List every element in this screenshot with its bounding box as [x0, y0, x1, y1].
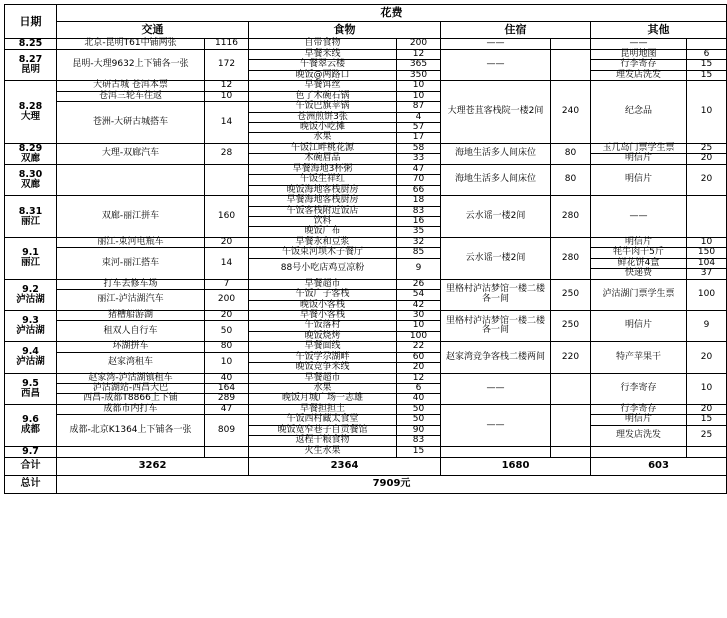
food-value: 50 [397, 415, 441, 425]
food-value: 35 [397, 227, 441, 237]
date-place: 双廊 [20, 152, 40, 164]
food-label: 早餐饵丝 [249, 81, 397, 91]
lodging-value: 80 [551, 164, 591, 195]
transport-label: 大理-双廊汽车 [57, 143, 205, 164]
other-value: 10 [687, 81, 727, 144]
food-label: 早餐永和豆浆 [249, 237, 397, 247]
transport-value: 172 [205, 49, 249, 80]
totals [5, 457, 727, 493]
transport-label [57, 164, 205, 195]
date-main: 8.27 [18, 54, 43, 66]
other-label: 特产苹果干 [591, 342, 687, 373]
date-cell [5, 342, 57, 373]
food-label: 晚饭竞争米线 [249, 363, 397, 373]
other-total: 603 [591, 457, 727, 475]
food-label: 晚饭烧烤 [249, 331, 397, 341]
transport-label: 打车去修车场 [57, 279, 205, 289]
food-value: 87 [397, 102, 441, 112]
food-value: 9 [397, 258, 441, 279]
table-row [5, 81, 727, 91]
food-value: 10 [397, 91, 441, 101]
other-label: 鲜花饼4盒 [591, 258, 687, 268]
food-value: 18 [397, 196, 441, 206]
date-cell [5, 49, 57, 80]
lodging-value: 280 [551, 237, 591, 279]
transport-label: 束河-丽江搭车 [57, 248, 205, 279]
food-label: 早餐米线 [249, 49, 397, 59]
table-row [5, 164, 727, 174]
transport-label: 双廊-丽江拼车 [57, 196, 205, 238]
food-value: 4 [397, 112, 441, 122]
date-place: 丽江 [20, 257, 40, 269]
other-value: 25 [687, 143, 727, 153]
sheet-title: 花费 [57, 5, 727, 22]
food-value: 83 [397, 206, 441, 216]
other-label: 昆明地图 [591, 49, 687, 59]
transport-value: 200 [205, 290, 249, 311]
lodging-label: 里格村泸沽梦馆一楼二楼各一间 [441, 310, 551, 341]
header-date: 日期 [5, 5, 57, 39]
other-label: 明信片 [591, 237, 687, 247]
grand-total-label: 总计 [5, 475, 57, 493]
food-value: 6 [397, 384, 441, 394]
date-main: 9.3 [22, 315, 39, 327]
date-place: 泸沽湖 [16, 293, 45, 305]
food-value: 15 [397, 446, 441, 457]
other-label: 理发店洗发 [591, 425, 687, 446]
date-main: 8.31 [18, 205, 43, 217]
date-cell [5, 404, 57, 446]
date-main: 8.28 [18, 101, 43, 113]
transport-value: 80 [205, 342, 249, 352]
food-value: 60 [397, 352, 441, 362]
header-row [5, 22, 727, 39]
other-value: 20 [687, 164, 727, 195]
date-place: 丽江 [20, 215, 40, 227]
transport-label [57, 446, 205, 457]
other-value: 104 [687, 258, 727, 268]
lodging-label: —— [441, 373, 551, 404]
transport-value: 20 [205, 310, 249, 320]
other-value: 20 [687, 404, 727, 414]
other-label: 明信片 [591, 415, 687, 425]
food-label: 88号小吃店鸡豆凉粉 [249, 258, 397, 279]
food-total: 2364 [249, 457, 441, 475]
food-label: 返程干粮食物 [249, 436, 397, 446]
table-row [5, 404, 727, 414]
transport-label: 苍洲-大研古城搭车 [57, 102, 205, 144]
food-label: 火生水果 [249, 446, 397, 457]
lodging-value: 250 [551, 279, 591, 310]
food-value: 30 [397, 310, 441, 320]
food-label: 早餐面线 [249, 342, 397, 352]
transport-label: 西昌-成都T8866上下铺 [57, 394, 205, 404]
food-label: 水果 [249, 133, 397, 143]
date-place: 昆明 [20, 64, 40, 76]
date-cell [5, 143, 57, 164]
lodging-label: 赵家湾竞争客栈二楼两间 [441, 342, 551, 373]
transport-value: 20 [205, 237, 249, 247]
food-value: 200 [397, 39, 441, 50]
date-main: 8.29 [18, 142, 43, 154]
table-row [5, 310, 727, 320]
header-other: 其他 [591, 22, 727, 39]
transport-label: 丽江-束河电瓶车 [57, 237, 205, 247]
other-label: 纪念品 [591, 81, 687, 144]
transport-label: 成都市内打车 [57, 404, 205, 414]
other-label: 行李寄存 [591, 60, 687, 70]
lodging-value [551, 49, 591, 80]
transport-label: 赵家湾租车 [57, 352, 205, 373]
table-row [5, 446, 727, 457]
food-value: 17 [397, 133, 441, 143]
date-place: 西昌 [20, 387, 40, 399]
lodging-label: 云水谣一楼2间 [441, 237, 551, 279]
date-cell [5, 310, 57, 341]
food-label: 晚饭广布 [249, 227, 397, 237]
food-value: 54 [397, 290, 441, 300]
food-value: 12 [397, 49, 441, 59]
food-label: 午饭巴旗苹锅 [249, 102, 397, 112]
transport-label: 北京-昆明T61中铺两张 [57, 39, 205, 50]
other-value: 15 [687, 70, 727, 80]
table-row [5, 248, 727, 258]
transport-label: 泸沽湖站-西昌大巴 [57, 384, 205, 394]
food-value: 33 [397, 154, 441, 164]
date-main: 9.5 [22, 377, 39, 389]
date-place: 泸沽湖 [16, 325, 45, 337]
food-label: 晚饭@两路口 [249, 70, 397, 80]
food-value: 47 [397, 164, 441, 174]
food-label: 晚饭月城广场一志雄 [249, 394, 397, 404]
transport-label: 赵家湾-泸沽湖镇租车 [57, 373, 205, 383]
date-place: 成都 [20, 424, 40, 436]
food-label: 晚饭小客栈 [249, 300, 397, 310]
transport-value: 10 [205, 91, 249, 101]
food-value: 26 [397, 279, 441, 289]
transport-label: 昆明-大理9632上下铺各一张 [57, 49, 205, 80]
food-value: 16 [397, 217, 441, 227]
sheet-title-row [5, 5, 727, 22]
food-label: 早餐担担土 [249, 404, 397, 414]
other-value: 37 [687, 269, 727, 279]
food-label: 色了木碗石锅 [249, 91, 397, 101]
transport-value [205, 446, 249, 457]
date-cell [5, 237, 57, 279]
date-cell [5, 373, 57, 404]
lodging-value: 250 [551, 310, 591, 341]
other-label: 行李寄存 [591, 404, 687, 414]
food-value: 58 [397, 143, 441, 153]
table-row [5, 415, 727, 425]
table-row [5, 49, 727, 59]
other-value [687, 446, 727, 457]
other-value: 15 [687, 415, 727, 425]
lodging-label: 云水谣一楼2间 [441, 196, 551, 238]
other-value [687, 39, 727, 50]
food-label: 午饭江畔桃花源 [249, 143, 397, 153]
transport-value: 160 [205, 196, 249, 238]
food-label: 午饭西村藏太食堂 [249, 415, 397, 425]
other-value: 100 [687, 279, 727, 310]
table-row [5, 39, 727, 50]
transport-value: 12 [205, 81, 249, 91]
food-label: 午饭束河坝木子餐厅 [249, 248, 397, 258]
food-label: 早餐超市 [249, 373, 397, 383]
date-place: 泸沽湖 [16, 356, 45, 368]
other-label: 理发店洗发 [591, 70, 687, 80]
other-label: 牦牛肉干5斤 [591, 248, 687, 258]
food-label: 自带食物 [249, 39, 397, 50]
food-label: 午饭客栈附近饭店 [249, 206, 397, 216]
date-main: 8.25 [18, 38, 43, 49]
lodging-label: —— [441, 404, 551, 446]
food-value: 20 [397, 363, 441, 373]
food-value: 66 [397, 185, 441, 195]
transport-value: 14 [205, 102, 249, 144]
lodging-value [551, 39, 591, 50]
transport-value: 10 [205, 352, 249, 373]
total-row [5, 457, 727, 475]
other-label: 玉几岛门票学生票 [591, 143, 687, 153]
transport-value: 28 [205, 143, 249, 164]
total-label: 合计 [5, 457, 57, 475]
date-place: 大理 [20, 111, 40, 123]
date-main: 9.2 [22, 283, 39, 295]
lodging-total: 1680 [441, 457, 591, 475]
transport-label: 苍洱三轮车往返 [57, 91, 205, 101]
other-label: —— [591, 196, 687, 238]
food-value: 57 [397, 123, 441, 133]
food-value: 32 [397, 237, 441, 247]
food-value: 10 [397, 321, 441, 331]
other-label: 明信片 [591, 310, 687, 341]
transport-value: 50 [205, 321, 249, 342]
other-label: —— [591, 39, 687, 50]
lodging-label: 海地生活多人间床位 [441, 164, 551, 195]
other-label: 快递费 [591, 269, 687, 279]
transport-label: 猪槽船游湖 [57, 310, 205, 320]
food-label: 早餐海地客栈厨房 [249, 196, 397, 206]
grand-total-row [5, 475, 727, 493]
food-value: 42 [397, 300, 441, 310]
food-value: 100 [397, 331, 441, 341]
header-food: 食物 [249, 22, 441, 39]
food-label: 晚饭小吃摊 [249, 123, 397, 133]
other-value: 20 [687, 154, 727, 164]
table-row [5, 373, 727, 383]
other-label: 明信片 [591, 164, 687, 195]
food-value: 365 [397, 60, 441, 70]
food-label: 午饭生祥红 [249, 175, 397, 185]
grand-total-value: 7909元 [57, 475, 727, 493]
table-row [5, 196, 727, 206]
transport-value: 1116 [205, 39, 249, 50]
lodging-label: —— [441, 39, 551, 50]
food-label: 午饭学尕湖畔 [249, 352, 397, 362]
date-place: 双廊 [20, 179, 40, 190]
food-value: 83 [397, 436, 441, 446]
date-cell [5, 39, 57, 50]
lodging-label: 里格村泸沽梦馆一楼二楼各一间 [441, 279, 551, 310]
food-label: 早餐超市 [249, 279, 397, 289]
food-label: 苍洲煎饼3张 [249, 112, 397, 122]
food-label: 早餐小客栈 [249, 310, 397, 320]
lodging-value: 80 [551, 143, 591, 164]
date-cell [5, 81, 57, 144]
date-cell [5, 164, 57, 195]
date-cell [5, 279, 57, 310]
table-row [5, 143, 727, 153]
expense-table [4, 4, 727, 494]
food-value: 10 [397, 81, 441, 91]
transport-value: 289 [205, 394, 249, 404]
lodging-label: 大理苍苴客栈院一楼2间 [441, 81, 551, 144]
other-value: 25 [687, 425, 727, 446]
food-value: 12 [397, 373, 441, 383]
lodging-value: 220 [551, 342, 591, 373]
food-label: 晚饭海地客栈厨房 [249, 185, 397, 195]
food-label: 午餐翠云楼 [249, 60, 397, 70]
lodging-value: 240 [551, 81, 591, 144]
table-row [5, 279, 727, 289]
transport-value: 40 [205, 373, 249, 383]
food-label: 水果 [249, 384, 397, 394]
food-label: 午饭广子客栈 [249, 290, 397, 300]
table-row [5, 342, 727, 352]
date-main: 9.4 [22, 346, 39, 358]
header-lodging: 住宿 [441, 22, 591, 39]
food-value: 22 [397, 342, 441, 352]
date-cell [5, 196, 57, 238]
transport-value: 47 [205, 404, 249, 414]
date-main: 9.7 [22, 445, 39, 457]
lodging-value [551, 404, 591, 446]
transport-value: 7 [205, 279, 249, 289]
transport-label: 丽江-泸沽湖汽车 [57, 290, 205, 311]
food-value: 40 [397, 394, 441, 404]
other-value: 9 [687, 310, 727, 341]
transport-label: 租双人自行车 [57, 321, 205, 342]
lodging-label: —— [441, 49, 551, 80]
transport-value: 809 [205, 415, 249, 446]
food-label: 木碗眉品 [249, 154, 397, 164]
lodging-value: 280 [551, 196, 591, 238]
lodging-value [551, 446, 591, 457]
lodging-label: 海地生活多人间床位 [441, 143, 551, 164]
transport-value: 14 [205, 248, 249, 279]
food-label: 早餐海地3杯粥 [249, 164, 397, 174]
other-label: 明信片 [591, 154, 687, 164]
food-label: 午饭落村 [249, 321, 397, 331]
food-value: 70 [397, 175, 441, 185]
transport-label: 环湖拼车 [57, 342, 205, 352]
transport-total: 3262 [57, 457, 249, 475]
other-value: 150 [687, 248, 727, 258]
other-label: 行李寄存 [591, 373, 687, 404]
lodging-label [441, 446, 551, 457]
transport-value [205, 164, 249, 195]
other-label: 泸沽湖门票学生票 [591, 279, 687, 310]
food-value: 90 [397, 425, 441, 435]
date-main: 8.30 [18, 169, 43, 181]
header-transport: 交通 [57, 22, 249, 39]
date-cell [5, 446, 57, 457]
transport-value: 164 [205, 384, 249, 394]
food-label: 饮料 [249, 217, 397, 227]
food-label: 晚饭宽窄巷子自贡餐馆 [249, 425, 397, 435]
lodging-value [551, 373, 591, 404]
other-value [687, 196, 727, 238]
date-main: 9.6 [22, 414, 39, 426]
date-main: 9.1 [22, 247, 39, 259]
food-value: 350 [397, 70, 441, 80]
other-value: 15 [687, 60, 727, 70]
transport-label: 大研古城 苍洱本票 [57, 81, 205, 91]
other-value: 10 [687, 373, 727, 404]
other-label [591, 446, 687, 457]
other-value: 20 [687, 342, 727, 373]
other-value: 6 [687, 49, 727, 59]
transport-label: 成都-北京K1364上下铺各一张 [57, 415, 205, 446]
food-value: 50 [397, 404, 441, 414]
food-value: 85 [397, 248, 441, 258]
other-value: 10 [687, 237, 727, 247]
